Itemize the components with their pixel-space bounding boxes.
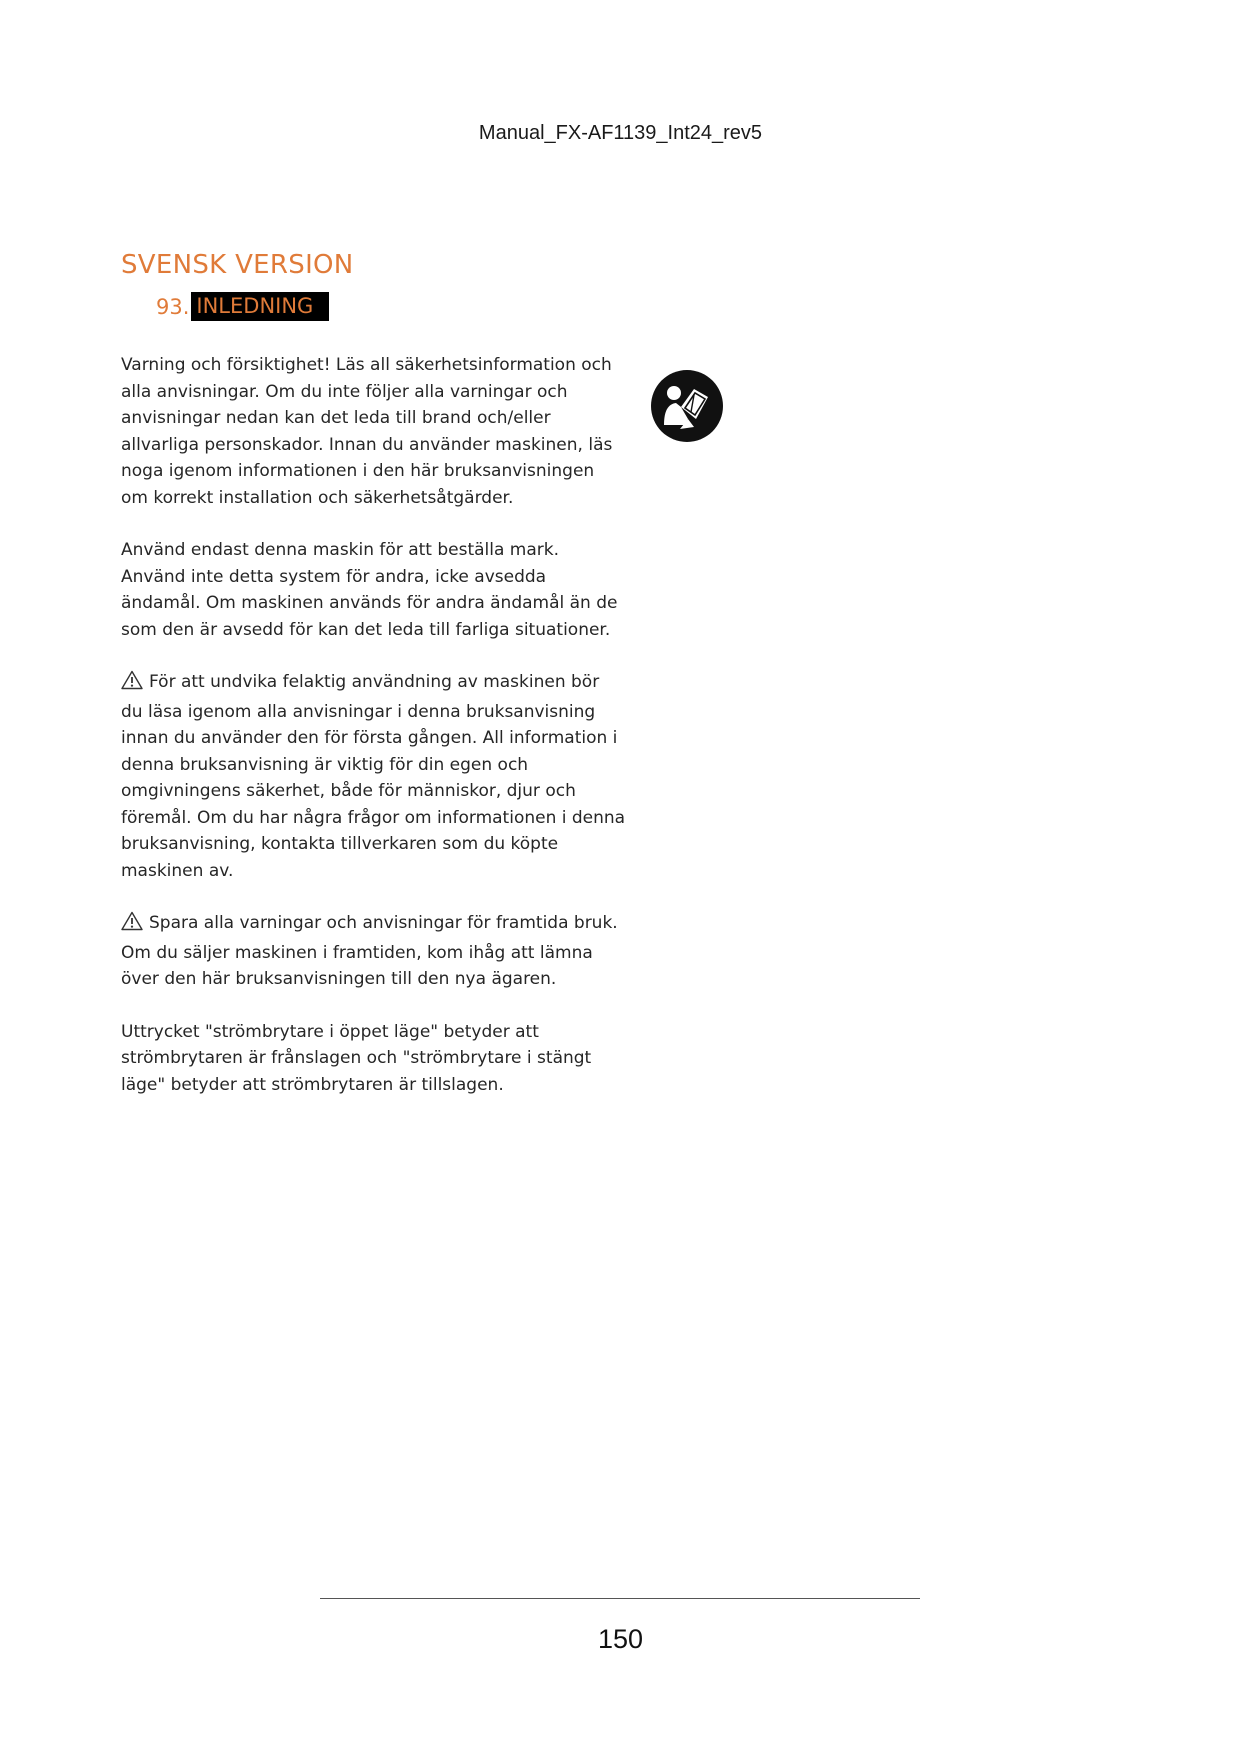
paragraph-save-instructions bbox=[121, 910, 626, 993]
page-number: 150 bbox=[597, 1624, 644, 1654]
footer-rule bbox=[320, 1598, 920, 1599]
body-text bbox=[121, 352, 626, 1124]
document-id: Manual_FX-AF1139_Int24_rev5 bbox=[478, 122, 763, 144]
paragraph-switch-terms: Uttrycket "strömbrytare i öppet läge" betyder att strömbrytaren är frånslagen och "strömbrytare i stängt läge" betyder att strömbrytaren är tillslagen. bbox=[121, 1021, 592, 1095]
paragraph-warning-intro: Varning och försiktighet! Läs all säkerhetsinformation och alla anvisningar. Om du inte följer alla varningar och anvisningar nedan kan det leda till brand och/eller allvarliga personskador. Innan du använder maskinen, läs noga igenom informationen i den här bruksanvisningen om korrekt installation och säkerhetsåtgärder. bbox=[121, 355, 613, 508]
warning-triangle-icon bbox=[121, 911, 143, 940]
section-heading bbox=[156, 292, 329, 321]
paragraph-intended-use: Använd endast denna maskin för att beställa mark. Använd inte detta system för andra, icke avsedda ändamål. Om maskinen används för andra ändamål än de som den är avsedd för kan det leda till farliga situationer. bbox=[121, 540, 618, 640]
read-manual-icon bbox=[650, 369, 724, 443]
section-title: INLEDNING bbox=[191, 292, 329, 321]
paragraph-read-instructions-text: För att undvika felaktig användning av maskinen bör du läsa igenom alla anvisningar i denna bruksanvisning innan du använder den för första gången. All information i denna bruksanvisning är viktig för din egen och omgivningens säkerhet, både för människor, djur och föremål. Om du har några frågor om informationen i denna bruksanvisning, kontakta tillverkaren som du köpte maskinen av. bbox=[121, 672, 626, 881]
paragraph-save-instructions-text: Spara alla varningar och anvisningar för framtida bruk. Om du säljer maskinen i framtiden, kom ihåg att lämna över den här bruksanvisningen till den nya ägaren. bbox=[121, 913, 618, 989]
paragraph-read-instructions bbox=[121, 669, 626, 884]
section-number: 93. bbox=[156, 294, 190, 319]
warning-triangle-icon bbox=[121, 670, 143, 699]
language-heading: SVENSK VERSION bbox=[121, 250, 354, 280]
